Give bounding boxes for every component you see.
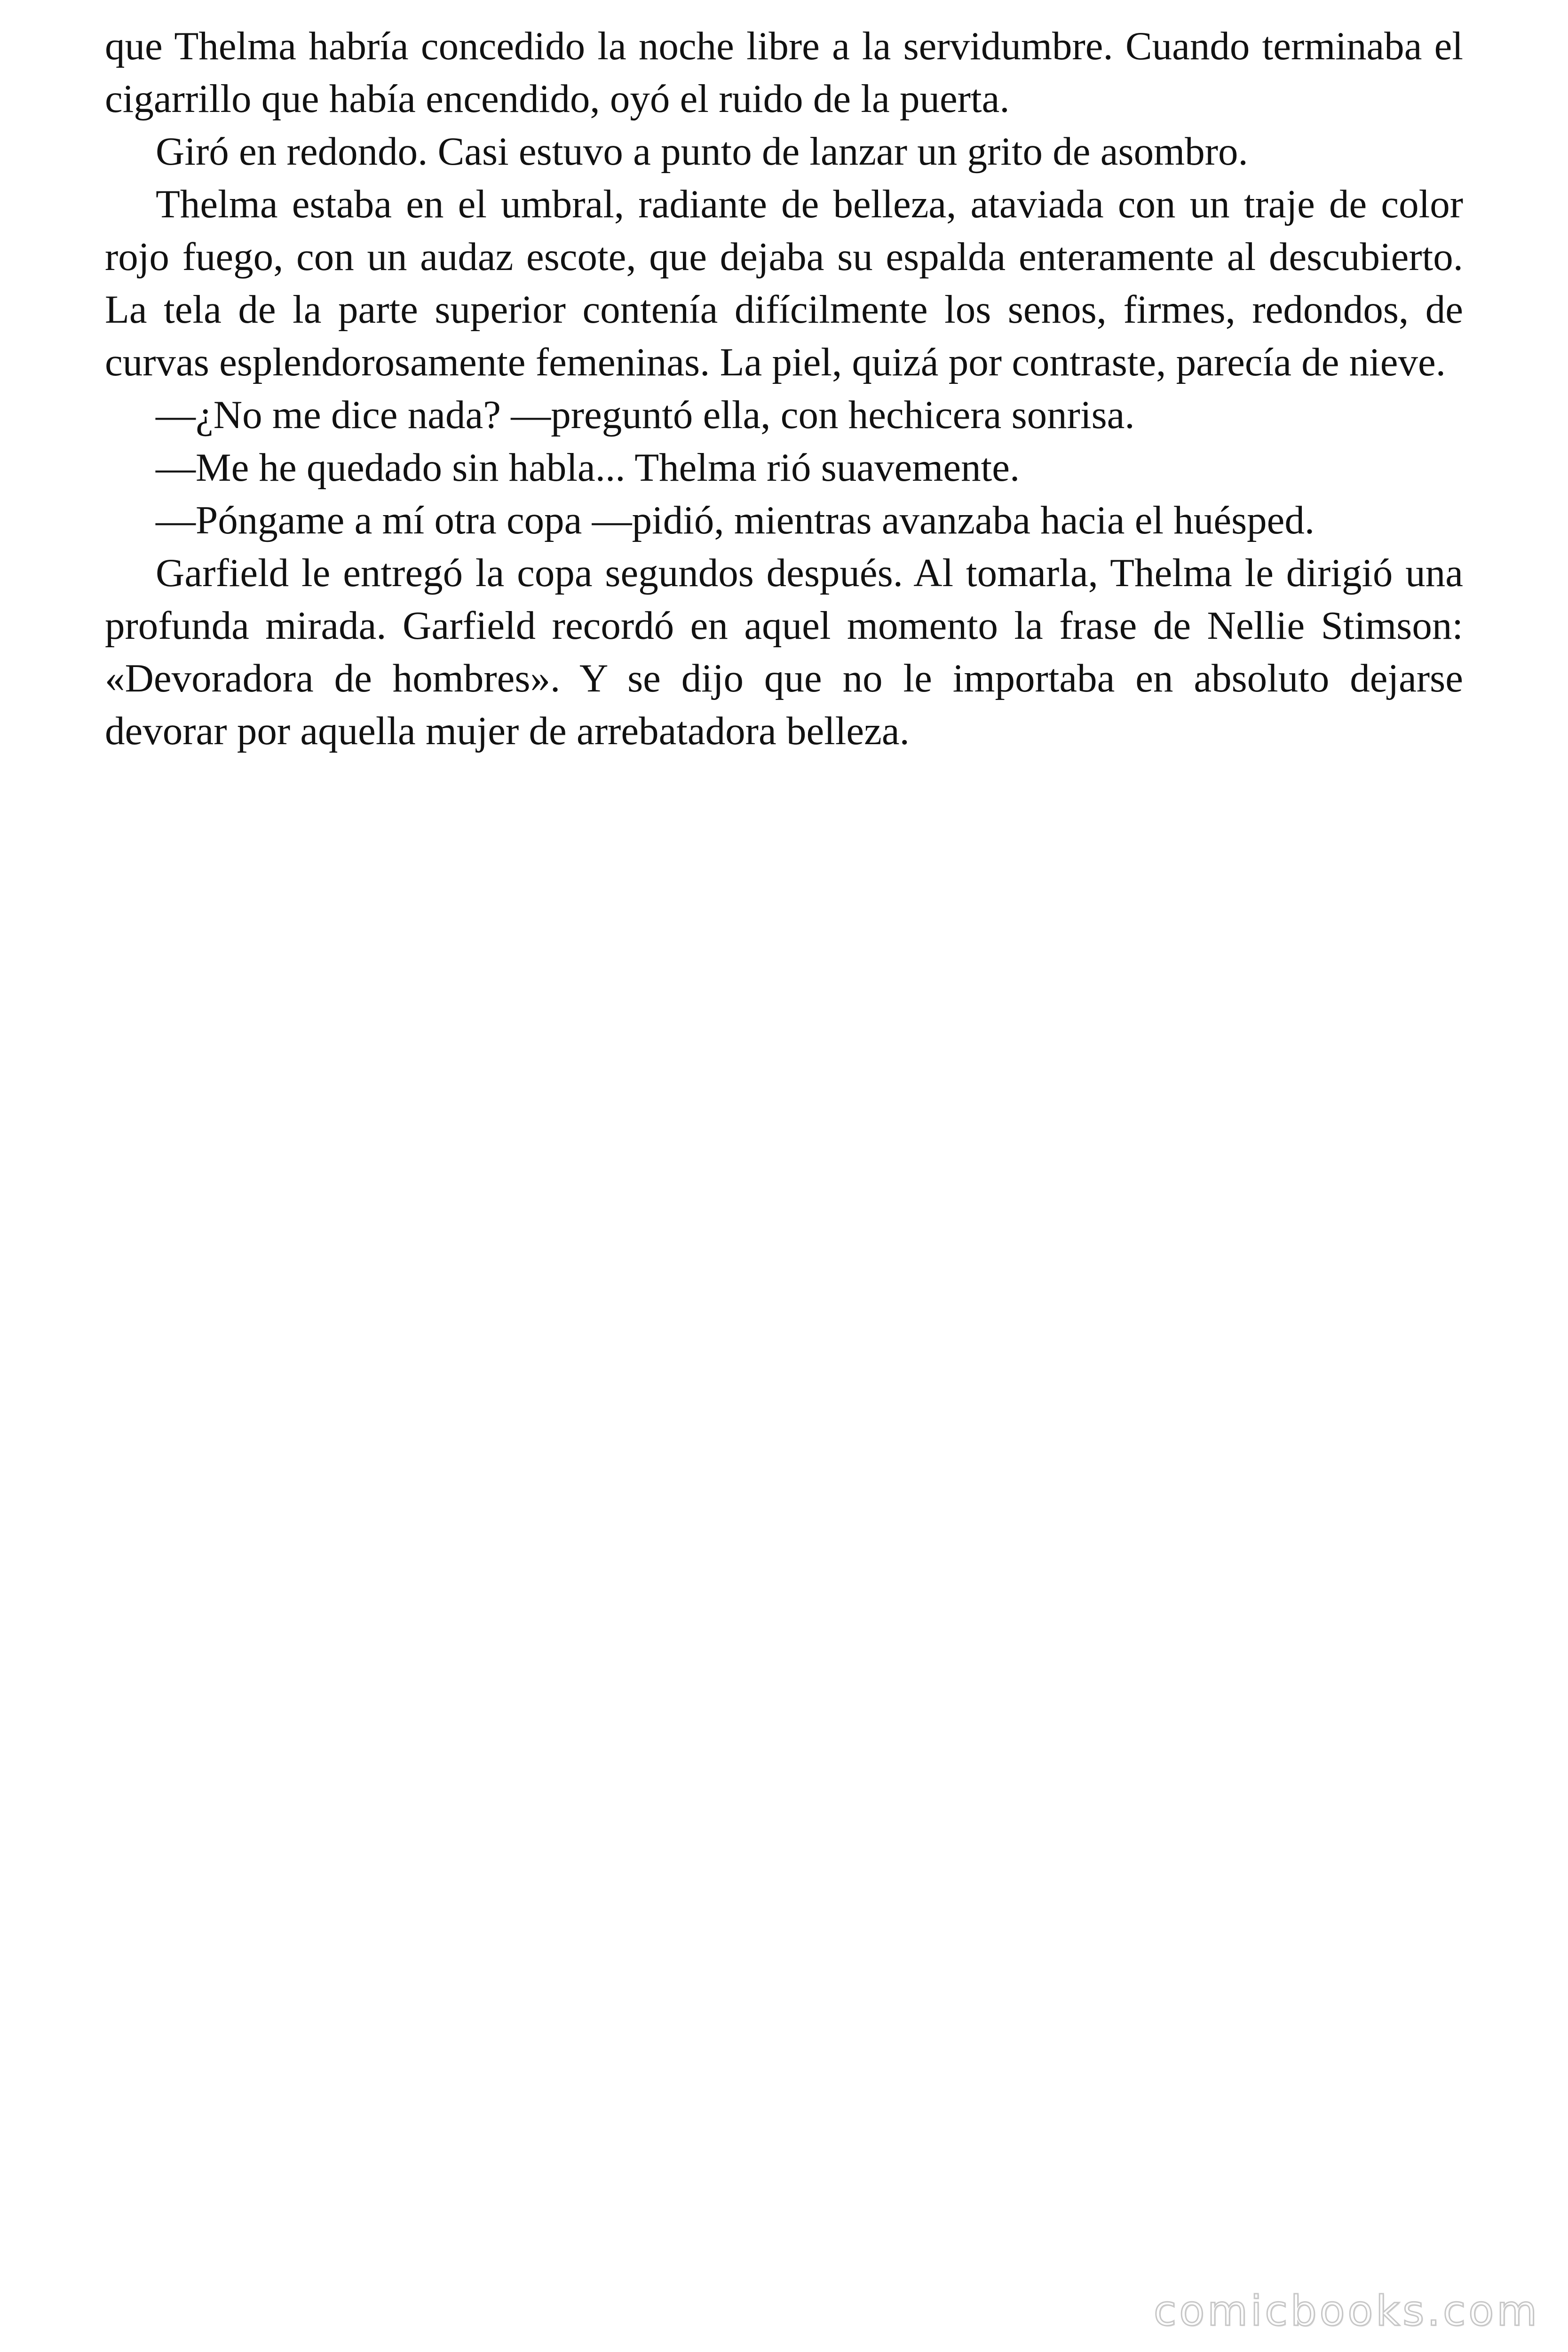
paragraph-garfield: Garfield le entregó la copa segundos después. Al tomarla, Thelma le dirigió una profunda mirada. Garfield recordó en aquel momento la frase de Nellie Stimson: «Devoradora de hombres». Y se dijo que no le importaba en absoluto dejarse devorar por aquella mujer de arrebatadora belleza. (105, 551, 1463, 753)
paragraph-giro: Giró en redondo. Casi estuvo a punto de lanzar un grito de asombro. (156, 129, 1248, 174)
dialogue-line: —Póngame a mí otra copa —pidió, mientras avanzaba hacia el huésped. (156, 498, 1315, 542)
page-body (105, 20, 1463, 757)
dialogue-line: —¿No me dice nada? —preguntó ella, con hechicera sonrisa. (156, 393, 1135, 437)
paragraph-continuation: que Thelma habría concedido la noche libre a la servidumbre. Cuando terminaba el cigarrillo que había encendido, oyó el ruido de la puerta. (105, 24, 1463, 121)
paragraph-thelma-description: Thelma estaba en el umbral, radiante de belleza, ataviada con un traje de color rojo fuego, con un audaz escote, que dejaba su espalda enteramente al descubierto. La tela de la parte superior contenía difícilmente los senos, firmes, redondos, de curvas esplendorosamente femeninas. La piel, quizá por contraste, parecía de nieve. (105, 182, 1463, 384)
watermark: comicbooks.com (1153, 2287, 1540, 2335)
dialogue-line: —Me he quedado sin habla... Thelma rió suavemente. (156, 445, 1020, 490)
